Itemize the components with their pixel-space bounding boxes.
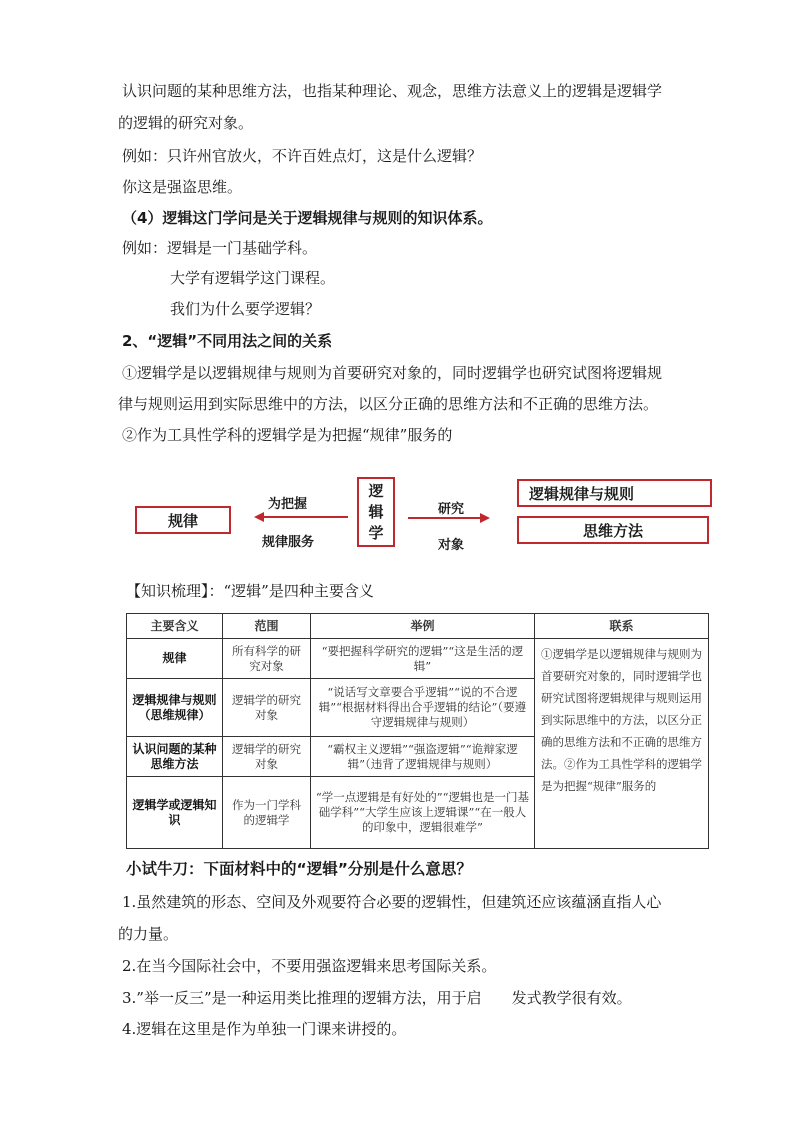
table-title: 【知识梳理】：“逻辑”是四种主要含义 (126, 582, 374, 600)
diagram-label: 规律服务 (262, 535, 315, 550)
table-header: 举例 (311, 614, 535, 639)
exercise-item: 4.逻辑在这里是作为单独一门课来讲授的。 (122, 1020, 407, 1038)
exercise-item: 3.”举一反三”是一种运用类比推理的逻辑方法，用于启 发式教学很有效。 (122, 989, 632, 1007)
table-header-row (127, 614, 709, 639)
table-header: 主要含义 (127, 614, 223, 639)
table-cell-meaning: 逻辑学或逻辑知识 (127, 777, 223, 849)
table-row (127, 639, 709, 679)
table-cell-example: “要把握科学研究的逻辑”“这是生活的逻辑” (311, 639, 535, 679)
exercise-title: 小试牛刀：下面材料中的“逻辑”分别是什么意思？ (126, 860, 472, 878)
exercise-item: 1.虽然建筑的形态、空间及外观要符合必要的逻辑性，但建筑还应该蕴涵直指人心 (122, 893, 662, 911)
paragraph-line: 你这是强盗思维。 (122, 178, 243, 196)
diagram-box-rules: 逻辑规律与规则 (517, 479, 712, 507)
diagram-box-method: 思维方法 (517, 516, 709, 544)
diagram-char: 学 (368, 523, 384, 542)
section-heading: 2、“逻辑”不同用法之间的关系 (122, 332, 333, 350)
table-cell-example: “学一点逻辑是有好处的”“逻辑也是一门基础学科”“大学生应该上逻辑课”“在一般人的印象中，逻辑很难学” (311, 777, 535, 849)
exercise-item: 2.在当今国际社会中，不要用强盗逻辑来思考国际关系。 (122, 957, 497, 975)
knowledge-table (126, 613, 709, 849)
table-header: 联系 (535, 614, 709, 639)
diagram-char: 逻 (368, 481, 384, 500)
diagram-label: 为把握 (268, 497, 308, 512)
paragraph-line: ①逻辑学是以逻辑规律与规则为首要研究对象的，同时逻辑学也研究试图将逻辑规 (122, 364, 663, 382)
table-header: 范围 (223, 614, 311, 639)
table-cell-meaning: 规律 (127, 639, 223, 679)
paragraph-line: 的逻辑的研究对象。 (118, 114, 254, 132)
table-cell-example: “说话写文章要合乎逻辑”“说的不合逻辑”“根据材料得出合乎逻辑的结论”（要遵守逻辑规律与规则） (311, 679, 535, 737)
exercise-item: 的力量。 (118, 925, 179, 943)
table-cell-scope: 所有科学的研究对象 (223, 639, 311, 679)
table-cell-meaning: 认识问题的某种思维方法 (127, 737, 223, 777)
arrow-left-icon (254, 512, 348, 522)
paragraph-line: 我们为什么要学逻辑？ (170, 300, 321, 318)
table-cell-scope: 逻辑学的研究对象 (223, 737, 311, 777)
diagram-label: 对象 (438, 538, 465, 553)
section-heading: （4）逻辑这门学问是关于逻辑规律与规则的知识体系。 (122, 209, 493, 227)
diagram-box-law: 规律 (135, 506, 231, 534)
paragraph-line: ②作为工具性学科的逻辑学是为把握“规律”服务的 (122, 426, 453, 444)
paragraph-line: 例如：只许州官放火，不许百姓点灯，这是什么逻辑？ (122, 147, 483, 165)
table-cell-scope: 作为一门学科的逻辑学 (223, 777, 311, 849)
table-cell-example: “霸权主义逻辑”“强盗逻辑”“诡辩家逻辑”（违背了逻辑规律与规则） (311, 737, 535, 777)
diagram-box-logic (357, 477, 395, 547)
paragraph-line: 律与规则运用到实际思维中的方法，以区分正确的思维方法和不正确的思维方法。 (118, 395, 659, 413)
diagram-label: 研究 (438, 502, 465, 517)
paragraph-line: 例如：逻辑是一门基础学科。 (122, 239, 318, 257)
paragraph-line: 认识问题的某种思维方法，也指某种理论、观念，思维方法意义上的逻辑是逻辑学 (122, 82, 663, 100)
table-cell-meaning: 逻辑规律与规则（思维规律） (127, 679, 223, 737)
diagram-char: 辑 (368, 502, 384, 521)
table-cell-relation: ①逻辑学是以逻辑规律与规则为首要研究对象的，同时逻辑学也研究试图将逻辑规律与规则运用到实际思维中的方法，以区分正确的思维方法和不正确的思维方法。②作为工具性学科的逻辑学是为把握“规律”服务的 (535, 639, 709, 849)
table-cell-scope: 逻辑学的研究对象 (223, 679, 311, 737)
paragraph-line: 大学有逻辑学这门课程。 (170, 269, 336, 287)
